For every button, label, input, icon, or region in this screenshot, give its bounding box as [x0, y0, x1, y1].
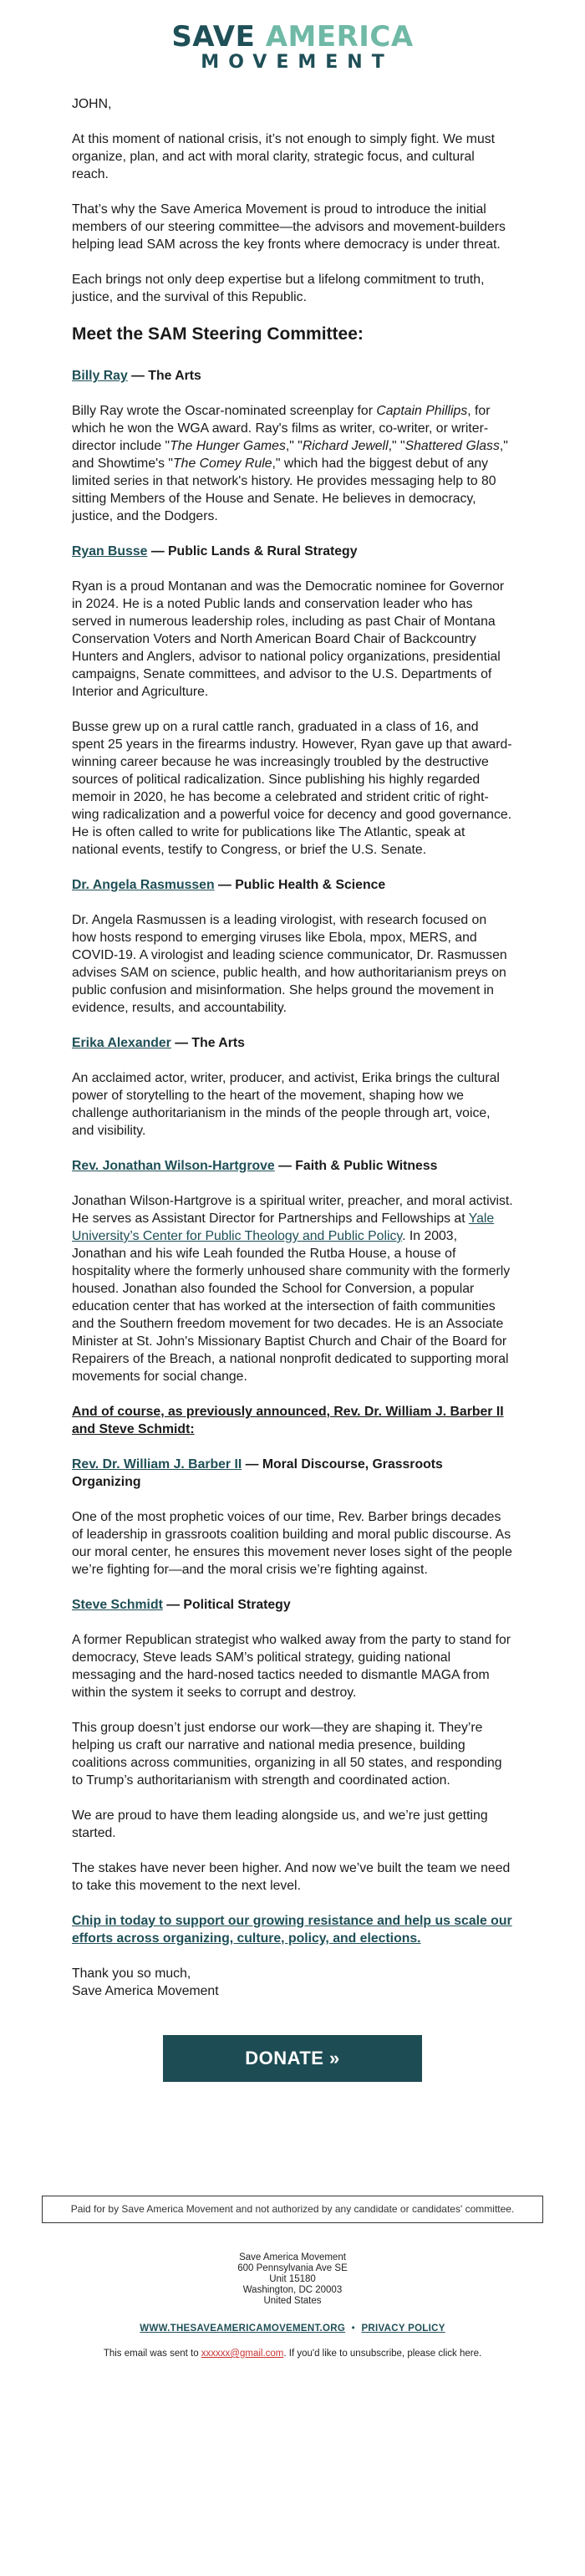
footer-separator: • [351, 2324, 355, 2334]
member-heading [72, 1596, 513, 1614]
yale-center-link[interactable]: Yale University’s Center for Public Theology and Public Policy [72, 1211, 495, 1243]
paid-for-disclaimer: Paid for by Save America Movement and not authorized by any candidate or candidates' committee. [42, 2196, 543, 2223]
bio-italic: The Comey Rule [173, 457, 272, 471]
signoff-line: Thank you so much, [72, 1966, 191, 1981]
unsubscribe-text[interactable]: . If you'd like to unsubscribe, please click here. [283, 2349, 482, 2359]
member-bio: Dr. Angela Rasmussen is a leading virologist, with research focused on how hosts respond to emerging viruses like Ebola, mpox, MERS, and COVID-19. A virologist and leading science communicator, Dr. Rasmussen advises SAM on science, public health, and how authoritarianism preys on public confusion and misinformation. She helps ground the movement in evidence, results, and accountability. [72, 913, 507, 1015]
member-link-ryan-busse[interactable]: Ryan Busse [72, 544, 148, 559]
address-line: Unit 15180 [269, 2274, 316, 2284]
member-role: — Public Lands & Rural Strategy [150, 544, 358, 559]
member-bio: An acclaimed actor, writer, producer, and activist, Erika brings the cultural power of storytelling to the heart of the movement, shaping how we challenge authoritarianism in the minds of the people through art, voice, and visibility. [72, 1071, 500, 1138]
logo-america: AMERICA [265, 20, 414, 54]
bio-text: Billy Ray wrote the Oscar-nominated screenplay for [72, 404, 377, 418]
address-line: 600 Pennsylvania Ave SE [237, 2263, 348, 2273]
signoff [72, 1965, 513, 2000]
intro-paragraph: Each brings not only deep expertise but a lifelong commitment to truth, justice, and the survival of this Republic. [72, 273, 485, 304]
member-bio: Busse grew up on a rural cattle ranch, graduated in a class of 16, and spent 25 years in the firearms industry. However, Ryan gave up that award-winning career because he was increasingly troubled by the destructive sources of political radicalization. Since publishing his highly regarded memoir in 2020, he has become a celebrated and strident critic of right-wing radicalization and a powerful voice for decency and good governance. He is often called to write for publications like The Atlantic, speak at national events, testify to Congress, or brief the U.S. Senate. [72, 720, 512, 857]
footer-links [0, 2324, 585, 2334]
address-line: United States [263, 2296, 322, 2306]
cta-paragraph [72, 1912, 513, 1947]
bio-text: . In 2003, Jonathan and his wife Leah founded the Rutba House, a house of hospitality where the formerly unhoused share community with the formerly housed. Jonathan also founded the School for Conversion, a popular education center that has worked at the intersection of faith communities and the Southern freedom movement for two decades. He is an Associate Minister at St. John's Missionary Baptist Church and Chair of the Board for Repairers of the Breach, a national nonprofit dedicated to supporting moral movements for social change. [72, 1229, 511, 1384]
intro-paragraph: At this moment of national crisis, it’s not enough to simply fight. We must organize, plan, and act with moral clarity, strategic focus, and cultural reach. [72, 132, 496, 181]
intro-paragraph: That’s why the Save America Movement is proud to introduce the initial members of our steering committee—the advisors and movement-builders helping lead SAM across the key fronts where democracy is under threat. [72, 202, 506, 252]
email-body [0, 74, 585, 2000]
note-text: This email was sent to [103, 2349, 201, 2359]
closing-paragraph: We are proud to have them leading alongside us, and we’re just getting started. [72, 1808, 488, 1840]
announcement: And of course, as previously announced, Rev. Dr. William J. Barber II and Steve Schmidt: [72, 1405, 504, 1436]
donate-button[interactable]: DONATE » [163, 2035, 422, 2082]
member-role: — Political Strategy [166, 1598, 291, 1612]
member-link-angela-rasmussen[interactable]: Dr. Angela Rasmussen [72, 878, 215, 892]
privacy-policy-link[interactable]: PRIVACY POLICY [361, 2324, 445, 2334]
address-line: Save America Movement [239, 2252, 346, 2262]
member-link-billy-ray[interactable]: Billy Ray [72, 369, 128, 383]
member-link-jonathan-wilson-hartgrove[interactable]: Rev. Jonathan Wilson-Hartgrove [72, 1159, 275, 1173]
logo[interactable] [0, 0, 585, 74]
member-heading [72, 543, 513, 560]
member-link-william-barber[interactable]: Rev. Dr. William J. Barber II [72, 1457, 242, 1472]
logo-movement: MOVEMENT [201, 52, 394, 73]
bio-italic: Captain Phillips [376, 404, 468, 418]
member-heading [72, 876, 513, 894]
committee-heading: Meet the SAM Steering Committee: [72, 324, 364, 344]
member-role: — The Arts [175, 1036, 245, 1050]
member-bio [72, 402, 513, 525]
closing-paragraph: This group doesn’t just endorse our work—they are shaping it. They’re helping us craft our narrative and national media presence, building coalitions across communities, organizing in all 50 states, and responding to Trump’s authoritarianism with strength and coordinated action. [72, 1721, 502, 1788]
member-role: — Faith & Public Witness [278, 1159, 438, 1173]
member-heading [72, 1456, 513, 1491]
logo-wordmark [0, 22, 585, 52]
closing-paragraph: The stakes have never been higher. And now we’ve built the team we need to take this movement to the next level. [72, 1861, 511, 1893]
bio-italic: The Hunger Games [170, 439, 286, 453]
bio-text: ," " [285, 439, 303, 453]
member-heading [72, 1034, 513, 1052]
bio-italic: Richard Jewell [302, 439, 389, 453]
donate-section [0, 2035, 585, 2082]
mailing-address [0, 2252, 585, 2307]
recipient-email[interactable]: xxxxxx@gmail.com [201, 2349, 284, 2359]
greeting: JOHN, [72, 97, 112, 111]
bio-text: ," " [388, 439, 405, 453]
bio-text: Jonathan Wilson-Hartgrove is a spiritual writer, preacher, and moral activist. He serves as Assistant Director for Partnerships and Fellowships at [72, 1194, 513, 1226]
member-bio: Ryan is a proud Montanan and was the Democratic nominee for Governor in 2024. He is a noted Public lands and conservation leader who has served in numerous leadership roles, including as past Chair of Montana Conservation Voters and North American Board Chair of Backcountry Hunters and Anglers, advisor to national policy organizations, presidential campaigns, Senate committees, and advisor to the U.S. Departments of Interior and Agriculture. [72, 579, 505, 699]
website-link[interactable]: WWW.THESAVEAMERICAMOVEMENT.ORG [140, 2324, 346, 2334]
member-link-erika-alexander[interactable]: Erika Alexander [72, 1036, 171, 1050]
member-role: — Moral Discourse, Grassroots Organizing [72, 1457, 443, 1489]
unsubscribe-note [0, 2349, 585, 2359]
chip-in-link[interactable]: Chip in today to support our growing resistance and help us scale our efforts across organizing, culture, policy, and elections. [72, 1914, 512, 1946]
member-role: — Public Health & Science [218, 878, 386, 892]
member-heading [72, 1157, 513, 1175]
bio-text: ," which had the biggest debut of any limited series in that network's history. He provides messaging help to 80 sitting Members of the House and Senate. He believes in democracy, justice, and the Dodgers. [72, 457, 496, 523]
member-bio: A former Republican strategist who walked away from the party to stand for democracy, Steve leads SAM’s political strategy, guiding national messaging and the hard-nosed tactics needed to dismantle MAGA from within the system it seeks to corrupt and destroy. [72, 1633, 511, 1700]
member-role: — The Arts [131, 369, 201, 383]
signoff-sender: Save America Movement [72, 1984, 219, 1998]
member-bio [72, 1192, 513, 1385]
member-heading [72, 367, 513, 385]
bio-text: , for which he won the WGA award. Ray's films as writer, co-writer, or writer-director include " [72, 404, 491, 453]
address-line: Washington, DC 20003 [242, 2285, 343, 2295]
bio-italic: Shattered Glass [404, 439, 500, 453]
logo-save: SAVE [171, 20, 256, 54]
member-bio: One of the most prophetic voices of our time, Rev. Barber brings decades of leadership in grassroots coalition building and moral public discourse. As our moral center, he ensures this movement never loses sight of the people we’re fighting for—and the moral crisis we’re fighting against. [72, 1510, 512, 1577]
bio-text: ," and Showtime's " [72, 439, 508, 471]
member-link-steve-schmidt[interactable]: Steve Schmidt [72, 1598, 163, 1612]
